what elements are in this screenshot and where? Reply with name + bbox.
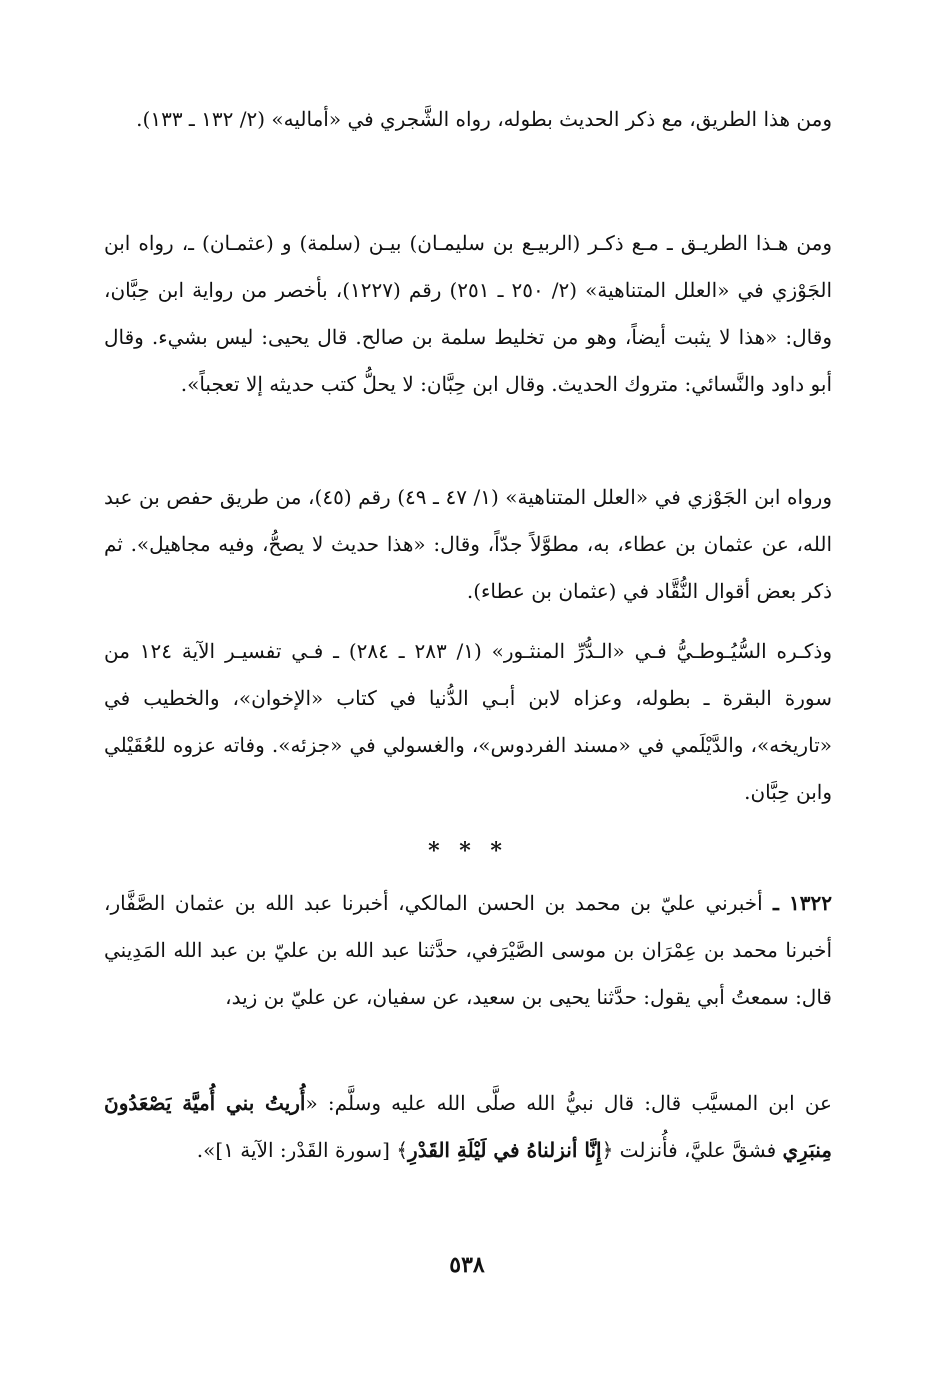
hadith-isnad <box>104 880 832 1021</box>
matn-end: ﴾ [سورة القَدْر: الآية ١]». <box>196 1138 409 1162</box>
matn-prophetic-words: أُريتُ بني أُميَّة يَصْعَدُونَ مِنبَرِي <box>104 1091 832 1162</box>
matn-middle: فشقَّ عليَّ، فأُنزلت ﴿ <box>601 1138 783 1162</box>
matn-block <box>104 1080 832 1174</box>
quran-verse: إِنَّا أنزلناهُ في لَيْلَةِ القَدْرِ <box>408 1138 602 1162</box>
matn-intro: عن ابن المسيَّب قال: قال نبيُّ الله صلَّى الله عليه وسلَّم: « <box>305 1091 832 1115</box>
section-separator: * * * <box>428 838 508 864</box>
hadith-matn <box>104 1080 832 1174</box>
paragraph-ibn-jawzi-1: ومن هـذا الطريـق ـ مـع ذكـر (الربيـع بن سليمـان) بيـن (سلمة) و (عثمـان) ـ، رواه ابن الجَوْزي في «العلل المتناهية» (٢/ ٢٥٠ ـ ٢٥١) رقم (١٢٢٧)، بأخصر من رواية ابن حِبَّان، وقال: «هذا لا يثبت أيضاً، وهو من تخليط سلمة بن صالح. قال يحيى: ليس بشيء. وقال أبو داود والنَّسائي: متروك الحديث. وقال ابن حِبَّان: لا يحلُّ كتب حديثه إلا تعجباً». <box>104 231 832 396</box>
isnad-text: أخبرني عليّ بن محمد بن الحسن المالكي، أخبرنا عبد الله بن عثمان الصَّفَّار، أخبرنا محمد بن عِمْرَان بن موسى الصَّيْرَفي، حدَّثنا عبد الله بن عليّ بن عبد الله المَدِيني قال: سمعتُ أبي يقول: حدَّثنا يحيى بن سعيد، عن سفيان، عن عليّ بن زيد، <box>104 891 832 1009</box>
hadith-block <box>104 880 832 1021</box>
main-text-4 <box>104 628 832 816</box>
paragraph-suyuti: وذكـره السُّيُـوطـيُّ فـي «الـدُّرِّ المنثـور» (١/ ٢٨٣ ـ ٢٨٤) ـ فـي تفسيـر الآية ١٢٤ من سورة البقرة ـ بطوله، وعزاه لابن أبـي الدُّنيا في كتاب «الإخوان»، والخطيب في «تاريخه»، والدَّيْلَمي في «مسند الفردوس»، والغسولي في «جزئه». وفاته عزوه للعُقَيْلي وابن حِبَّان. <box>104 639 832 804</box>
main-text-3 <box>104 474 832 615</box>
paragraph-ibn-jawzi-2: ورواه ابن الجَوْزي في «العلل المتناهية» (١/ ٤٧ ـ ٤٩) رقم (٤٥)، من طريق حفص بن عبد الله، عن عثمان بن عطاء، به، مطوَّلاً جدّاً، وقال: «هذا حديث لا يصحُّ، وفيه مجاهيل». ثم ذكر بعض أقوال النُّقَّاد في (عثمان بن عطاء). <box>104 485 833 603</box>
main-text-2 <box>104 220 832 408</box>
paragraph-shajari: ومن هذا الطريق، مع ذكر الحديث بطوله، رواه الشَّجري في «أماليه» (٢/ ١٣٢ ـ ١٣٣). <box>136 107 832 131</box>
hadith-dash: ـ <box>762 891 790 915</box>
main-text <box>104 96 832 143</box>
page-number: ٥٣٨ <box>449 1252 485 1278</box>
hadith-number: ١٣٢٢ <box>789 891 832 915</box>
